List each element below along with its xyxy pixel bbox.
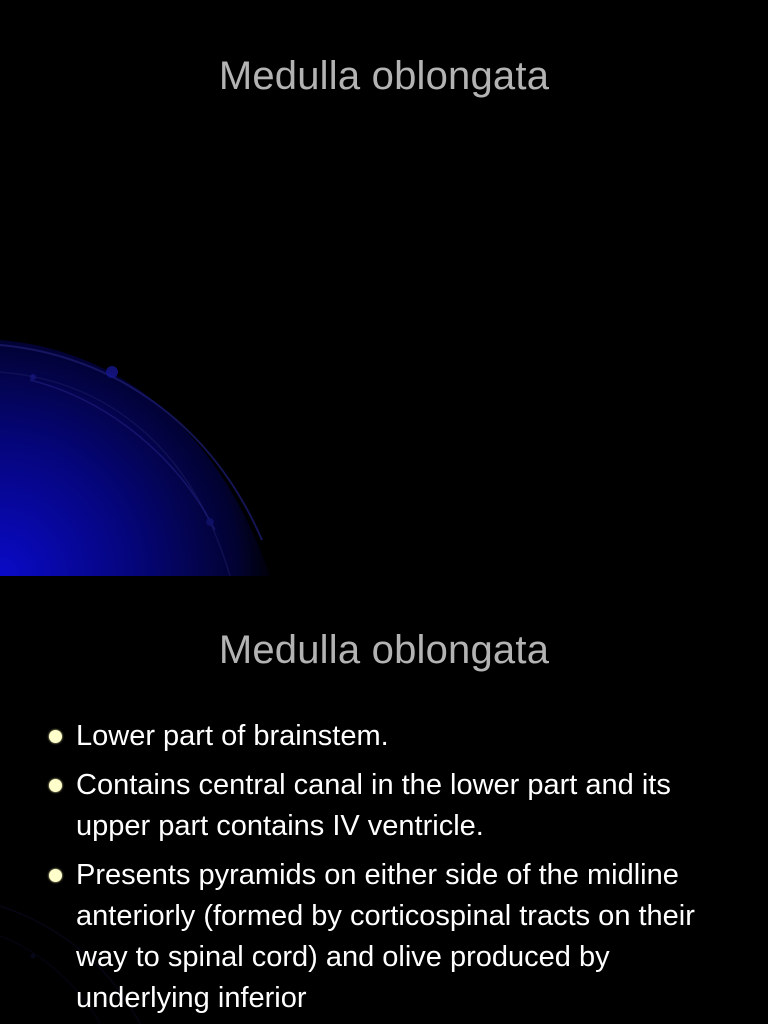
bullet-dot-icon [49,779,62,792]
slide-2 [0,576,768,1024]
bullet-dot-icon [49,869,62,882]
bullet-item [46,765,726,847]
slide-title: Medulla oblongata [218,54,550,98]
bullet-text: Presents pyramids on either side of the midline anteriorly (formed by corticospinal tracts on their way to spinal cord) and olive produced by underlying inferior [76,859,695,1014]
bullet-text: Lower part of brainstem. [76,720,389,752]
bullet-item [46,855,726,1019]
slide-title: Medulla oblongata [218,628,550,672]
bullet-dot-icon [49,730,62,743]
bullet-list [46,716,726,1024]
bullet-item [46,716,726,757]
bullet-text: Contains central canal in the lower part and its upper part contains IV ventricle. [76,769,671,842]
